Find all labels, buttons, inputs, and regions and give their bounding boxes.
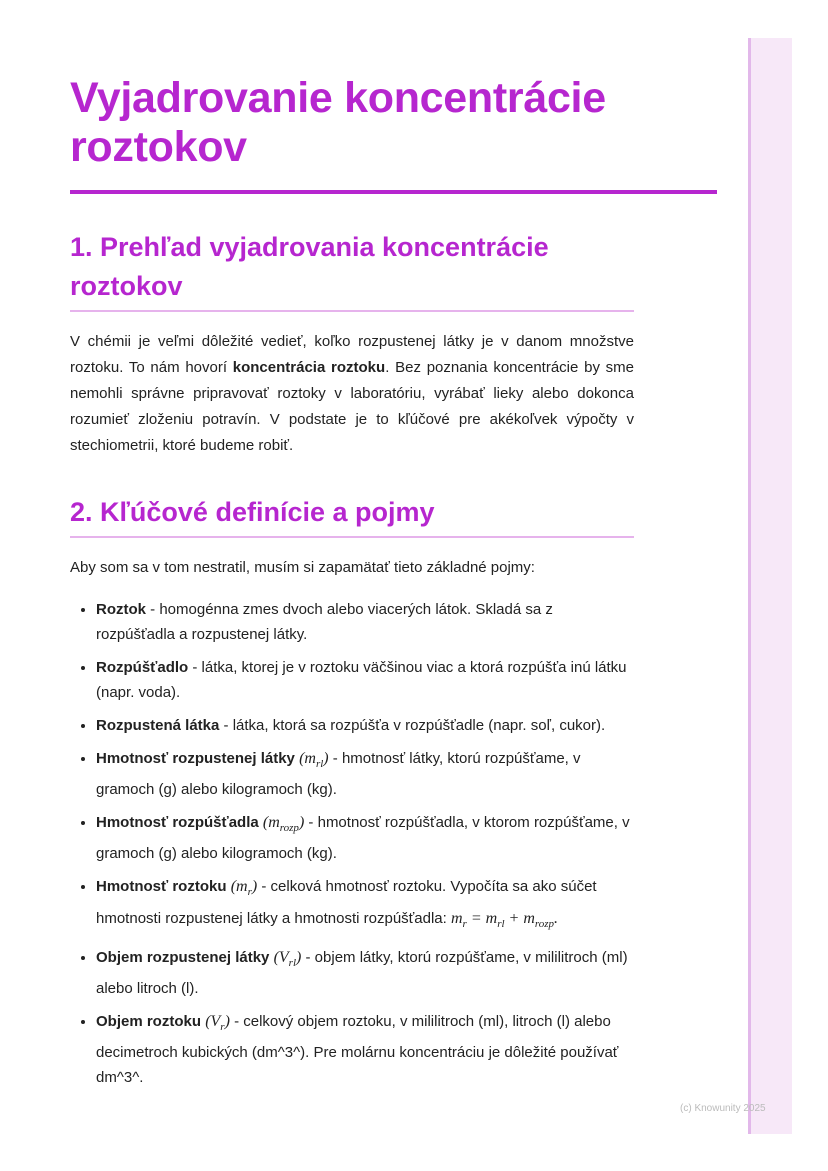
symbol: $(V_{rl})$ xyxy=(273,948,302,969)
term: Objem roztoku xyxy=(96,1012,202,1030)
term: Hmotnosť rozpúšťadla xyxy=(96,814,259,832)
list-item xyxy=(96,713,636,738)
section-heading-1: 1. Prehľad vyjadrovania koncentrácie roztokov xyxy=(70,232,549,301)
side-panel xyxy=(748,38,792,1134)
description: - celková hmotnosť roztoku. Vypočíta sa ako súčet hmotnosti rozpustenej látky a hmotnosti rozpúšťadla: xyxy=(96,878,597,927)
footer-copyright: (c) Knowunity 2025 xyxy=(680,1103,766,1114)
symbol: $(m_{rl})$ xyxy=(299,750,329,771)
description: - látka, ktorej je v roztoku väčšinou viac a ktorá rozpúšťa inú látku (napr. voda). xyxy=(96,659,627,701)
list-item xyxy=(96,874,636,936)
term: Hmotnosť rozpustenej látky xyxy=(96,750,295,767)
section-divider-1 xyxy=(70,310,634,312)
symbol: $(V_r)$ xyxy=(205,1012,230,1034)
list-item xyxy=(96,1009,636,1090)
term: Hmotnosť roztoku xyxy=(96,878,227,896)
bold-term: koncentrácia roztoku xyxy=(232,359,386,376)
title-divider xyxy=(70,190,717,194)
term: Objem rozpustenej látky xyxy=(96,948,270,966)
section-heading-2: 2. Kľúčové definície a pojmy xyxy=(70,497,435,527)
symbol: $(m_{rozp})$ xyxy=(262,814,305,835)
term: Roztok xyxy=(96,601,146,618)
description: - objem látky, ktorú rozpúšťame, v mililitroch (ml) alebo litroch (l). xyxy=(96,948,628,997)
definitions-list xyxy=(70,597,636,1090)
description: - látka, ktorá sa rozpúšťa v rozpúšťadle (napr. soľ, cukor). xyxy=(219,717,606,734)
page-title: Vyjadrovanie koncentrácie roztokov xyxy=(70,74,606,171)
term: Rozpúšťadlo xyxy=(96,659,189,676)
overview-paragraph xyxy=(70,329,634,459)
description: - hmotnosť rozpúšťadla, v ktorom rozpúšťame, v gramoch (g) alebo kilogramoch (kg). xyxy=(96,814,630,863)
description: - celkový objem roztoku, v mililitroch (ml), litroch (l) alebo decimetroch kubických (dm^3^). Pre molárnu koncentráciu je dôležité používať dm^3^. xyxy=(96,1012,619,1087)
list-item xyxy=(96,945,636,1001)
text: . Bez poznania koncentrácie by sme nemohli správne pripravovať roztoky v laboratóriu, vyrábať lieky alebo dokonca rozumieť zloženiu potravín. V podstate je to kľúčové pre akékoľvek výpočty v stechiometrii, ktoré budeme robiť. xyxy=(70,359,635,454)
list-item xyxy=(96,597,636,647)
list-item xyxy=(96,746,636,802)
list-item xyxy=(96,810,636,866)
text: V chémii je veľmi dôležité vedieť, koľko rozpustenej látky je v danom množstve roztoku. To nám hovorí xyxy=(70,333,634,376)
section-divider-2 xyxy=(70,536,634,538)
document-body xyxy=(70,74,718,1098)
symbol: $(m_r)$ xyxy=(230,878,258,899)
term: Rozpustená látka xyxy=(96,717,220,734)
description: - homogénna zmes dvoch alebo viacerých látok. Skladá sa z rozpúšťadla a rozpustenej látky. xyxy=(96,601,553,643)
intro-paragraph: Aby som sa v tom nestratil, musím si zapamätať tieto základné pojmy: xyxy=(70,559,535,576)
list-item xyxy=(96,655,636,705)
formula-rendered: $m_r = m_{rl} + m_{rozp}$. xyxy=(450,909,559,930)
description: - hmotnosť látky, ktorú rozpúšťame, v gramoch (g) alebo kilogramoch (kg). xyxy=(96,750,581,799)
